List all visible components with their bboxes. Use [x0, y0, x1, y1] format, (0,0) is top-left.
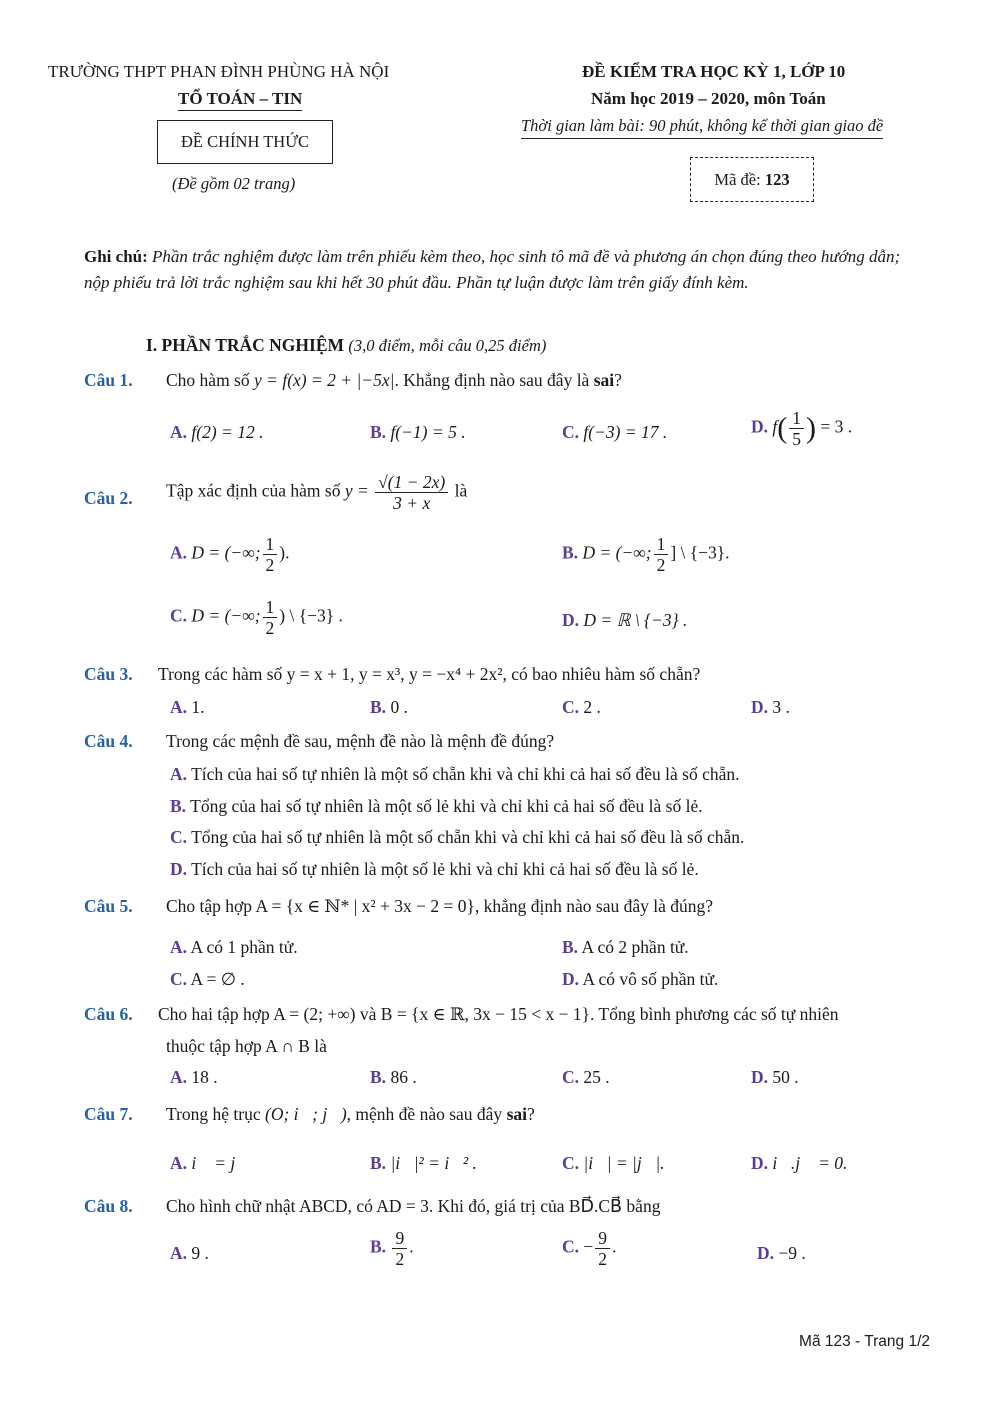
pages-note: (Đề gồm 02 trang): [172, 174, 296, 193]
option-d[interactable]: D. A có vô số phần tử.: [562, 969, 719, 989]
note-text: Phần trắc nghiệm được làm trên phiếu kèm theo, học sinh tô mã đề và phương án chọn đúng theo hướng dẫn; nộp phiếu trả lời trắc nghiệm sau khi hết 30 phút đầu. Phần tự luận được làm trên giấy đính kèm.: [84, 247, 901, 292]
option-d[interactable]: D. 50 .: [751, 1067, 799, 1087]
option-d[interactable]: D. D = ℝ \ {−3} .: [562, 610, 688, 630]
option-text: D = ℝ \ {−3} .: [583, 610, 688, 630]
option-text: A = ∅ .: [190, 969, 245, 989]
option-text: Tổng của hai số tự nhiên là một số chẵn khi và chỉ khi cả hai số đều là số chẵn.: [191, 827, 745, 847]
option-b[interactable]: B. Tổng của hai số tự nhiên là một số lẻ khi và chỉ khi cả hai số đều là số lẻ.: [170, 796, 703, 816]
question-end: ?: [614, 370, 622, 390]
question-text-continued: thuộc tập hợp A ∩ B là: [166, 1036, 327, 1056]
option-c[interactable]: C. A = ∅ .: [170, 969, 245, 989]
fraction: [654, 534, 669, 575]
option-text: i⃗.j⃗ = 0.: [772, 1153, 848, 1173]
function-lhs: y =: [344, 480, 369, 501]
option-text: f(2) = 12 .: [191, 422, 264, 442]
option-a[interactable]: A. Tích của hai số tự nhiên là một số chẵn khi và chỉ khi cả hai số đều là số chẵn.: [170, 764, 740, 784]
option-b[interactable]: B. |i⃗|² = i⃗² .: [370, 1153, 477, 1173]
official-stamp: ĐỀ CHÍNH THỨC: [157, 120, 333, 164]
option-c[interactable]: C. − $\frac{9}{2}$ .: [562, 1228, 617, 1270]
option-text: f(−3) = 17 .: [583, 422, 668, 442]
question-number: Câu 8.: [84, 1196, 133, 1216]
option-text: 9 .: [191, 1243, 209, 1263]
coordinate-system: (O; i⃗; j⃗): [265, 1104, 347, 1124]
note-label: Ghi chú:: [84, 247, 148, 266]
option-d[interactable]: D. Tích của hai số tự nhiên là một số lẻ khi và chỉ khi cả hai số đều là số lẻ.: [170, 859, 699, 879]
option-text: Tổng của hai số tự nhiên là một số lẻ khi và chỉ khi cả hai số đều là số lẻ.: [190, 796, 703, 816]
fraction: [595, 1228, 610, 1269]
exam-code-label: Mã đề:: [714, 170, 761, 189]
option-text: D = (−∞;: [191, 542, 261, 563]
question-text: Cho hình chữ nhật ABCD, có AD = 3. Khi đó, giá trị của BD⃗.CB⃗ bằng: [166, 1196, 661, 1216]
option-a[interactable]: A. D = (−∞; $\frac{1}{2}$ ).: [170, 534, 290, 576]
section-subtitle: (3,0 điểm, mỗi câu 0,25 điểm): [348, 336, 547, 355]
option-b[interactable]: B. 86 .: [370, 1067, 417, 1087]
option-d[interactable]: D. i⃗.j⃗ = 0.: [751, 1153, 848, 1173]
question-text: [166, 370, 622, 391]
option-d[interactable]: D. 3 .: [751, 697, 790, 717]
keyword-sai: sai: [593, 370, 615, 390]
school-name: TRƯỜNG THPT PHAN ĐÌNH PHÙNG HÀ NỘI: [48, 62, 390, 81]
section-heading: [146, 335, 546, 356]
page-footer: Mã 123 - Trang 1/2: [799, 1333, 930, 1350]
question-text: Trong các hàm số y = x + 1, y = x³, y = −x⁴ + 2x², có bao nhiêu hàm số chẵn?: [158, 664, 701, 684]
denominator: 2: [395, 1249, 405, 1270]
question-suffix: . Khẳng định nào sau đây là: [394, 370, 590, 390]
keyword-sai: sai: [506, 1104, 527, 1124]
option-text: 2 .: [583, 697, 601, 717]
department-name: TỔ TOÁN – TIN: [178, 89, 302, 111]
option-text: |i⃗|² = i⃗² .: [390, 1153, 477, 1173]
numerator: 1: [789, 408, 804, 429]
exam-title: ĐỀ KIỂM TRA HỌC KỲ 1, LỚP 10: [582, 62, 846, 81]
option-c[interactable]: C. 2 .: [562, 697, 601, 717]
option-text: 18 .: [191, 1067, 218, 1087]
option-text: Tích của hai số tự nhiên là một số chẵn khi và chỉ khi cả hai số đều là số chẵn.: [191, 764, 740, 784]
option-text: f: [772, 416, 778, 437]
option-text: |i⃗| = |j⃗|.: [583, 1153, 665, 1173]
denominator: 2: [656, 555, 666, 576]
option-text: D = (−∞;: [191, 605, 261, 626]
exam-code-box: [690, 157, 814, 202]
option-text: = 3 .: [820, 416, 853, 437]
option-text: 50 .: [772, 1067, 799, 1087]
option-c[interactable]: C. |i⃗| = |j⃗|.: [562, 1153, 665, 1173]
option-text: −: [583, 1236, 594, 1257]
question-text: [166, 472, 467, 513]
question-suffix: là: [454, 480, 468, 501]
section-title: I. PHẦN TRẮC NGHIỆM: [146, 335, 345, 355]
option-text: 0 .: [390, 697, 408, 717]
option-text: A có 2 phần tử.: [581, 937, 689, 957]
option-c[interactable]: C. 25 .: [562, 1067, 610, 1087]
option-text: A có 1 phần tử.: [190, 937, 298, 957]
option-text: ).: [279, 542, 290, 563]
option-text: i⃗ = j⃗: [191, 1153, 249, 1173]
numerator: 9: [595, 1228, 610, 1249]
option-text: Tích của hai số tự nhiên là một số lẻ khi và chỉ khi cả hai số đều là số lẻ.: [191, 859, 699, 879]
denominator: 2: [598, 1249, 608, 1270]
function-fraction: [375, 472, 448, 513]
question-prefix: Trong hệ trục: [166, 1104, 261, 1124]
option-d[interactable]: D. −9 .: [757, 1243, 806, 1263]
numerator: 1: [654, 534, 669, 555]
exam-code-value: 123: [764, 170, 790, 189]
option-b[interactable]: B. $\frac{9}{2}$ .: [370, 1228, 414, 1270]
function-expression: y = f(x) = 2 + |−5x|: [254, 370, 395, 390]
denominator: 5: [792, 429, 802, 450]
question-prefix: Tập xác định của hàm số: [166, 480, 341, 501]
question-text: Trong các mệnh đề sau, mệnh đề nào là mệnh đề đúng?: [166, 731, 555, 751]
fraction: [789, 408, 804, 449]
option-text: A có vô số phần tử.: [582, 969, 719, 989]
option-text: ) \ {−3} .: [279, 605, 343, 626]
instructions-note: [84, 244, 924, 296]
option-a[interactable]: A. A có 1 phần tử.: [170, 937, 298, 957]
option-a[interactable]: A. 9 .: [170, 1243, 209, 1263]
option-text: −9 .: [778, 1243, 806, 1263]
option-c[interactable]: C. D = (−∞; $\frac{1}{2}$ ) \ {−3} .: [170, 597, 343, 639]
option-d[interactable]: D. f( $\frac{1}{5}$ ) = 3 .: [751, 408, 853, 450]
option-b[interactable]: B. A có 2 phần tử.: [562, 937, 689, 957]
option-text: .: [409, 1236, 414, 1257]
question-number: Câu 5.: [84, 896, 133, 916]
denominator: 3 + x: [393, 493, 431, 514]
question-suffix: , mệnh đề nào sau đây: [346, 1104, 503, 1124]
option-c[interactable]: C. Tổng của hai số tự nhiên là một số chẵn khi và chỉ khi cả hai số đều là số chẵn.: [170, 827, 745, 847]
option-text: 25 .: [583, 1067, 610, 1087]
numerator: 9: [392, 1228, 407, 1249]
denominator: 2: [265, 555, 275, 576]
question-number: Câu 2.: [84, 488, 133, 508]
option-a[interactable]: A. 1.: [170, 697, 205, 717]
fraction: [263, 534, 278, 575]
question-text: Cho hai tập hợp A = (2; +∞) và B = {x ∈ ℝ, 3x − 15 < x − 1}. Tổng bình phương các số tự nhiên: [158, 1004, 839, 1024]
option-text: ] \ {−3}.: [670, 542, 730, 563]
denominator: 2: [265, 618, 275, 639]
question-number: Câu 4.: [84, 731, 133, 751]
option-a[interactable]: A. 18 .: [170, 1067, 218, 1087]
duration-note: Thời gian làm bài: 90 phút, không kể thời gian giao đề: [521, 116, 883, 139]
year-subject: Năm học 2019 – 2020, môn Toán: [591, 89, 826, 108]
option-text: 1.: [191, 697, 205, 717]
fraction: [392, 1228, 407, 1269]
numerator: 1: [263, 597, 278, 618]
option-c[interactable]: C. f(−3) = 17 .: [562, 422, 668, 442]
question-end: ?: [527, 1104, 535, 1124]
option-b[interactable]: B. f(−1) = 5 .: [370, 422, 466, 442]
option-a[interactable]: A. f(2) = 12 .: [170, 422, 264, 442]
option-b[interactable]: B. D = (−∞; $\frac{1}{2}$ ] \ {−3}.: [562, 534, 730, 576]
option-text: D = (−∞;: [582, 542, 652, 563]
fraction: [263, 597, 278, 638]
option-text: 86 .: [390, 1067, 417, 1087]
question-text: Cho tập hợp A = {x ∈ ℕ* | x² + 3x − 2 = 0}, khẳng định nào sau đây là đúng?: [166, 896, 714, 916]
question-number: Câu 1.: [84, 370, 133, 390]
option-text: 3 .: [772, 697, 790, 717]
question-text: [166, 1104, 535, 1125]
question-prefix: Cho hàm số: [166, 370, 250, 390]
option-a[interactable]: A. i⃗ = j⃗: [170, 1153, 249, 1173]
option-text: f(−1) = 5 .: [390, 422, 466, 442]
option-b[interactable]: B. 0 .: [370, 697, 408, 717]
question-number: Câu 7.: [84, 1104, 133, 1124]
question-number: Câu 6.: [84, 1004, 133, 1024]
numerator: 1: [263, 534, 278, 555]
option-text: .: [612, 1236, 617, 1257]
numerator: √(1 − 2x): [375, 472, 448, 493]
question-number: Câu 3.: [84, 664, 133, 684]
